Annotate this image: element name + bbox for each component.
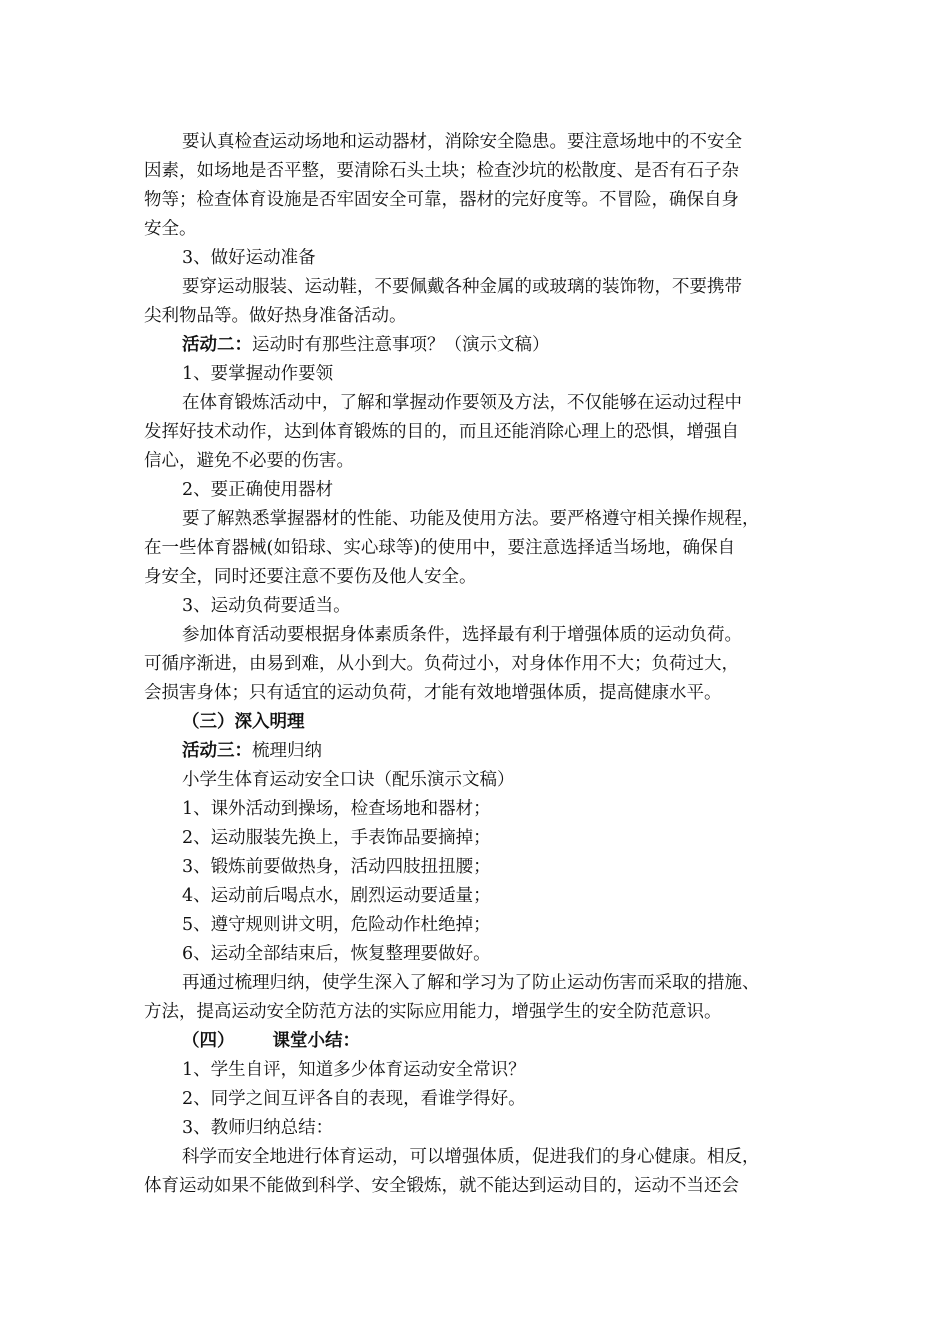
paragraph-line: 科学而安全地进行体育运动，可以增强体质，促进我们的身心健康。相反， — [182, 1147, 760, 1167]
paragraph-line: 因素，如场地是否平整，要清除石头土块；检查沙坑的松散度、是否有石子杂 — [144, 161, 739, 181]
paragraph-line: 在体育锻炼活动中，了解和掌握动作要领及方法，不仅能够在运动过程中 — [182, 393, 742, 413]
activity-label: 活动二： — [182, 335, 252, 355]
paragraph-line: 发挥好技术动作，达到体育锻炼的目的，而且还能消除心理上的恐惧，增强自 — [144, 422, 739, 442]
subheading: 1、要掌握动作要领 — [182, 364, 334, 384]
section-heading: （三）深入明理 — [182, 712, 305, 732]
activity-heading — [144, 331, 804, 360]
rhyme-line: 3、锻炼前要做热身，活动四肢扭扭腰； — [182, 857, 491, 877]
subheading: 3、做好运动准备 — [182, 248, 316, 268]
paragraph-line: 会损害身体；只有适宜的运动负荷，才能有效地增强体质，提高健康水平。 — [144, 683, 722, 703]
paragraph-line: 身安全，同时还要注意不要伤及他人安全。 — [144, 567, 477, 587]
activity-label: 活动三： — [182, 741, 252, 761]
rhyme-line: 5、遵守规则讲文明，危险动作杜绝掉； — [182, 915, 491, 935]
paragraph-line: 安全。 — [144, 219, 197, 239]
list-item: 2、同学之间互评各自的表现，看谁学得好。 — [182, 1089, 526, 1109]
paragraph-line: 信心，避免不必要的伤害。 — [144, 451, 354, 471]
subheading: 3、运动负荷要适当。 — [182, 596, 351, 616]
document-body — [144, 128, 804, 1201]
activity-title: 梳理归纳 — [252, 741, 322, 761]
list-item: 3、教师归纳总结： — [182, 1118, 334, 1138]
paragraph-line: 要认真检查运动场地和运动器材，消除安全隐患。要注意场地中的不安全 — [182, 132, 742, 152]
rhyme-line: 6、运动全部结束后，恢复整理要做好。 — [182, 944, 491, 964]
rhyme-line: 2、运动服装先换上，手表饰品要摘掉； — [182, 828, 491, 848]
paragraph-line: 物等；检查体育设施是否牢固安全可靠，器材的完好度等。不冒险，确保自身 — [144, 190, 739, 210]
paragraph-line: 尖利物品等。做好热身准备活动。 — [144, 306, 407, 326]
paragraph-line: 要了解熟悉掌握器材的性能、功能及使用方法。要严格遵守相关操作规程， — [182, 509, 760, 529]
rhyme-line: 1、课外活动到操场，检查场地和器材； — [182, 799, 491, 819]
list-item: 1、学生自评，知道多少体育运动安全常识？ — [182, 1060, 526, 1080]
activity-heading — [144, 737, 804, 766]
paragraph-line: 方法，提高运动安全防范方法的实际应用能力，增强学生的安全防范意识。 — [144, 1002, 722, 1022]
activity-title: 运动时有那些注意事项？（演示文稿） — [252, 335, 550, 355]
paragraph-line: 要穿运动服装、运动鞋，不要佩戴各种金属的或玻璃的装饰物，不要携带 — [182, 277, 742, 297]
paragraph-line: 再通过梳理归纳，使学生深入了解和学习为了防止运动伤害而采取的措施、 — [182, 973, 760, 993]
rhyme-title: 小学生体育运动安全口诀（配乐演示文稿） — [182, 770, 515, 790]
section-number: （四） — [182, 1031, 235, 1051]
paragraph-line: 参加体育活动要根据身体素质条件，选择最有利于增强体质的运动负荷。 — [182, 625, 742, 645]
paragraph-line: 可循序渐进，由易到难，从小到大。负荷过小，对身体作用不大；负荷过大， — [144, 654, 739, 674]
paragraph-line: 在一些体育器械(如铅球、实心球等)的使用中，要注意选择适当场地，确保自 — [144, 538, 736, 558]
paragraph-line: 体育运动如果不能做到科学、安全锻炼，就不能达到运动目的，运动不当还会 — [144, 1176, 739, 1196]
rhyme-line: 4、运动前后喝点水，剧烈运动要适量； — [182, 886, 491, 906]
section-title: 课堂小结： — [272, 1031, 360, 1051]
subheading: 2、要正确使用器材 — [182, 480, 334, 500]
section-heading — [144, 1027, 804, 1056]
